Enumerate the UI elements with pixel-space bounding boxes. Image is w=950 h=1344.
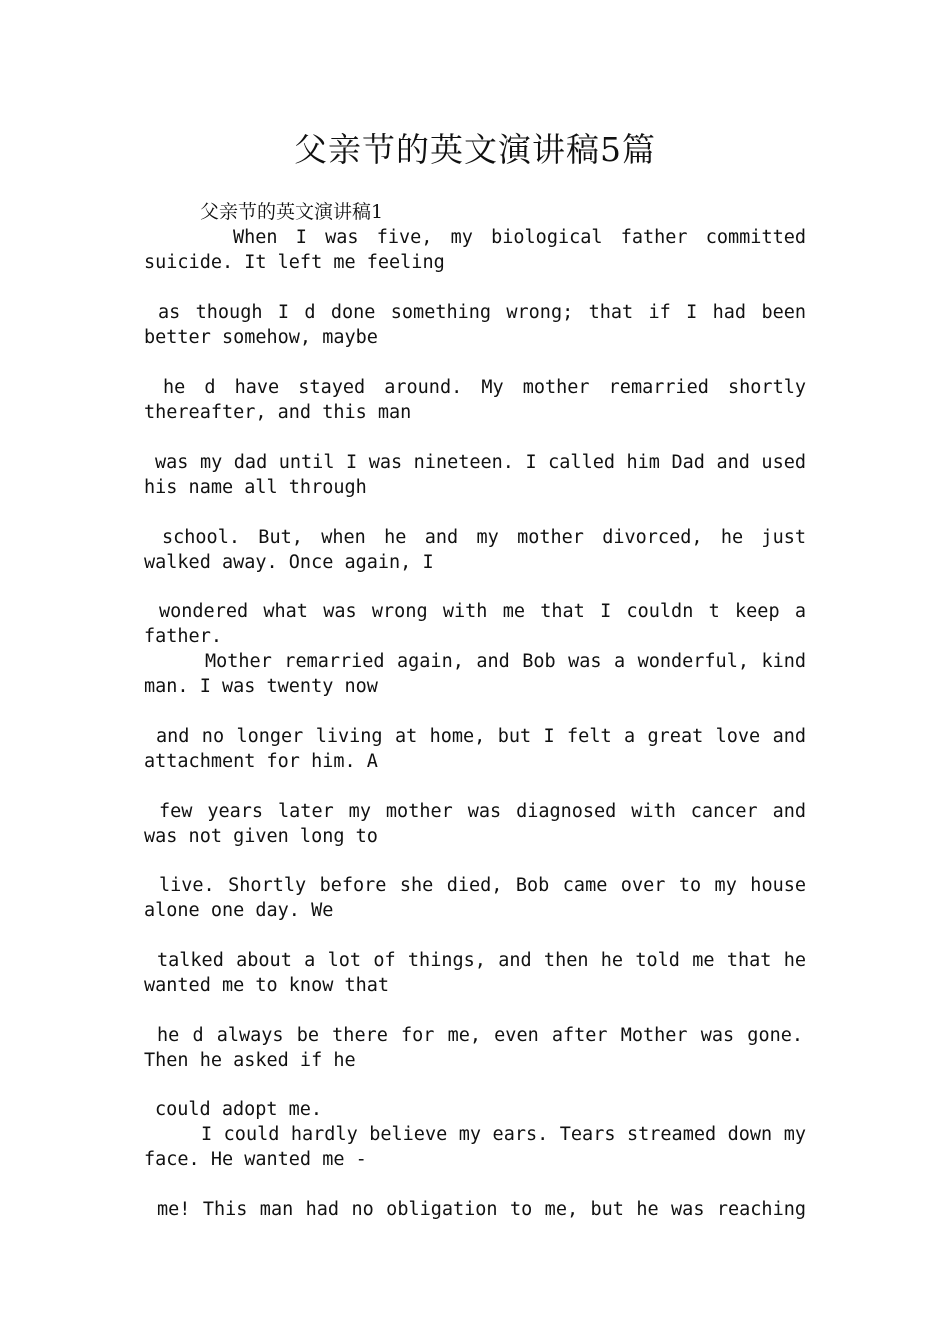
page-title: 父亲节的英文演讲稿5篇: [294, 130, 656, 169]
text-line: Mother remarried again, and Bob was a wonderful, kind: [205, 651, 806, 672]
text-line: alone one day. We: [144, 900, 334, 921]
text-line: When I was five, my biological father committed: [233, 227, 806, 248]
text-line: was my dad until I was nineteen. I called him Dad and used: [155, 452, 806, 473]
text-line: thereafter, and this man: [144, 402, 412, 423]
text-line: he d always be there for me, even after Mother was gone.: [157, 1025, 803, 1046]
text-line: I could hardly believe my ears. Tears streamed down my: [201, 1124, 806, 1145]
text-line: attachment for him. A: [144, 751, 378, 772]
text-line: could adopt me.: [155, 1099, 323, 1120]
text-line: few years later my mother was diagnosed with cancer and: [159, 801, 806, 822]
text-line: Then he asked if he: [144, 1050, 356, 1071]
text-line: father.: [144, 626, 222, 647]
text-line: man. I was twenty now: [144, 676, 378, 697]
text-line: was not given long to: [144, 826, 378, 847]
section-heading: 父亲节的英文演讲稿1: [200, 201, 384, 223]
text-line: wondered what was wrong with me that I couldn t keep a: [159, 601, 806, 622]
text-line: and no longer living at home, but I felt a great love and: [156, 726, 806, 747]
text-line: he d have stayed around. My mother remarried shortly: [163, 377, 806, 398]
text-line: talked about a lot of things, and then he told me that he: [157, 950, 806, 971]
text-line: his name all through: [144, 477, 367, 498]
text-line: walked away. Once again, I: [144, 552, 434, 573]
text-line: suicide. It left me feeling: [144, 252, 445, 273]
text-line: me! This man had no obligation to me, but he was reaching: [157, 1199, 806, 1220]
text-line: better somehow, maybe: [144, 327, 378, 348]
text-line: wanted me to know that: [144, 975, 390, 996]
text-line: as though I d done something wrong; that if I had been: [158, 302, 806, 323]
text-line: live. Shortly before she died, Bob came over to my house: [159, 875, 806, 896]
text-line: face. He wanted me -: [144, 1149, 367, 1170]
text-line: school. But, when he and my mother divorced, he just: [162, 527, 806, 548]
